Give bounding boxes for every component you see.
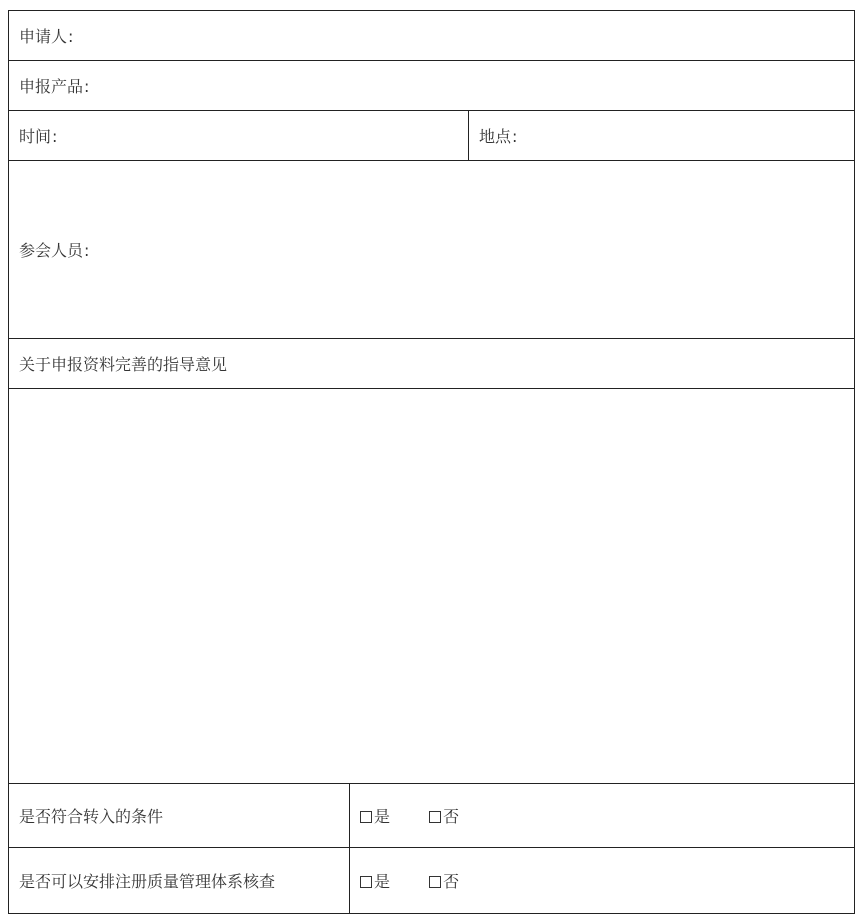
product-cell[interactable] — [9, 61, 855, 111]
checkbox-icon — [360, 811, 372, 823]
product-row — [9, 61, 855, 111]
no-label: 否 — [443, 872, 460, 891]
checkbox-icon — [429, 876, 441, 888]
yes-checkbox[interactable] — [360, 869, 390, 892]
guidance-body-row — [9, 389, 855, 784]
checkbox-icon — [429, 811, 441, 823]
question-row — [9, 784, 855, 848]
question-options-cell — [350, 784, 855, 848]
location-label: 地点 : — [479, 127, 517, 146]
no-checkbox[interactable] — [429, 869, 459, 892]
question-label: 是否符合转入的条件 — [19, 807, 164, 826]
time-cell[interactable] — [9, 111, 469, 161]
yes-label: 是 — [374, 807, 391, 826]
question-label: 是否可以安排注册质量管理体系核查 — [19, 872, 276, 891]
question-label-cell — [9, 784, 350, 848]
time-label: 时间 : — [19, 127, 57, 146]
attendees-row — [9, 161, 855, 339]
time-location-row — [9, 111, 855, 161]
no-label: 否 — [443, 807, 460, 826]
applicant-row — [9, 11, 855, 61]
attendees-label: 参会人员 : — [19, 241, 89, 260]
guidance-title: 关于申报资料完善的指导意见 — [19, 355, 228, 374]
question-options-cell — [350, 848, 855, 914]
yes-label: 是 — [374, 872, 391, 891]
product-label: 申报产品 : — [19, 77, 89, 96]
attendees-cell[interactable] — [9, 161, 855, 339]
no-checkbox[interactable] — [429, 804, 459, 827]
question-label-cell — [9, 848, 350, 914]
guidance-body-cell[interactable] — [9, 389, 855, 784]
meeting-form — [8, 10, 855, 914]
checkbox-icon — [360, 876, 372, 888]
guidance-title-cell — [9, 339, 855, 389]
applicant-label: 申请人 : — [19, 27, 73, 46]
applicant-cell[interactable] — [9, 11, 855, 61]
guidance-title-row — [9, 339, 855, 389]
location-cell[interactable] — [469, 111, 855, 161]
question-row — [9, 848, 855, 914]
yes-checkbox[interactable] — [360, 804, 390, 827]
